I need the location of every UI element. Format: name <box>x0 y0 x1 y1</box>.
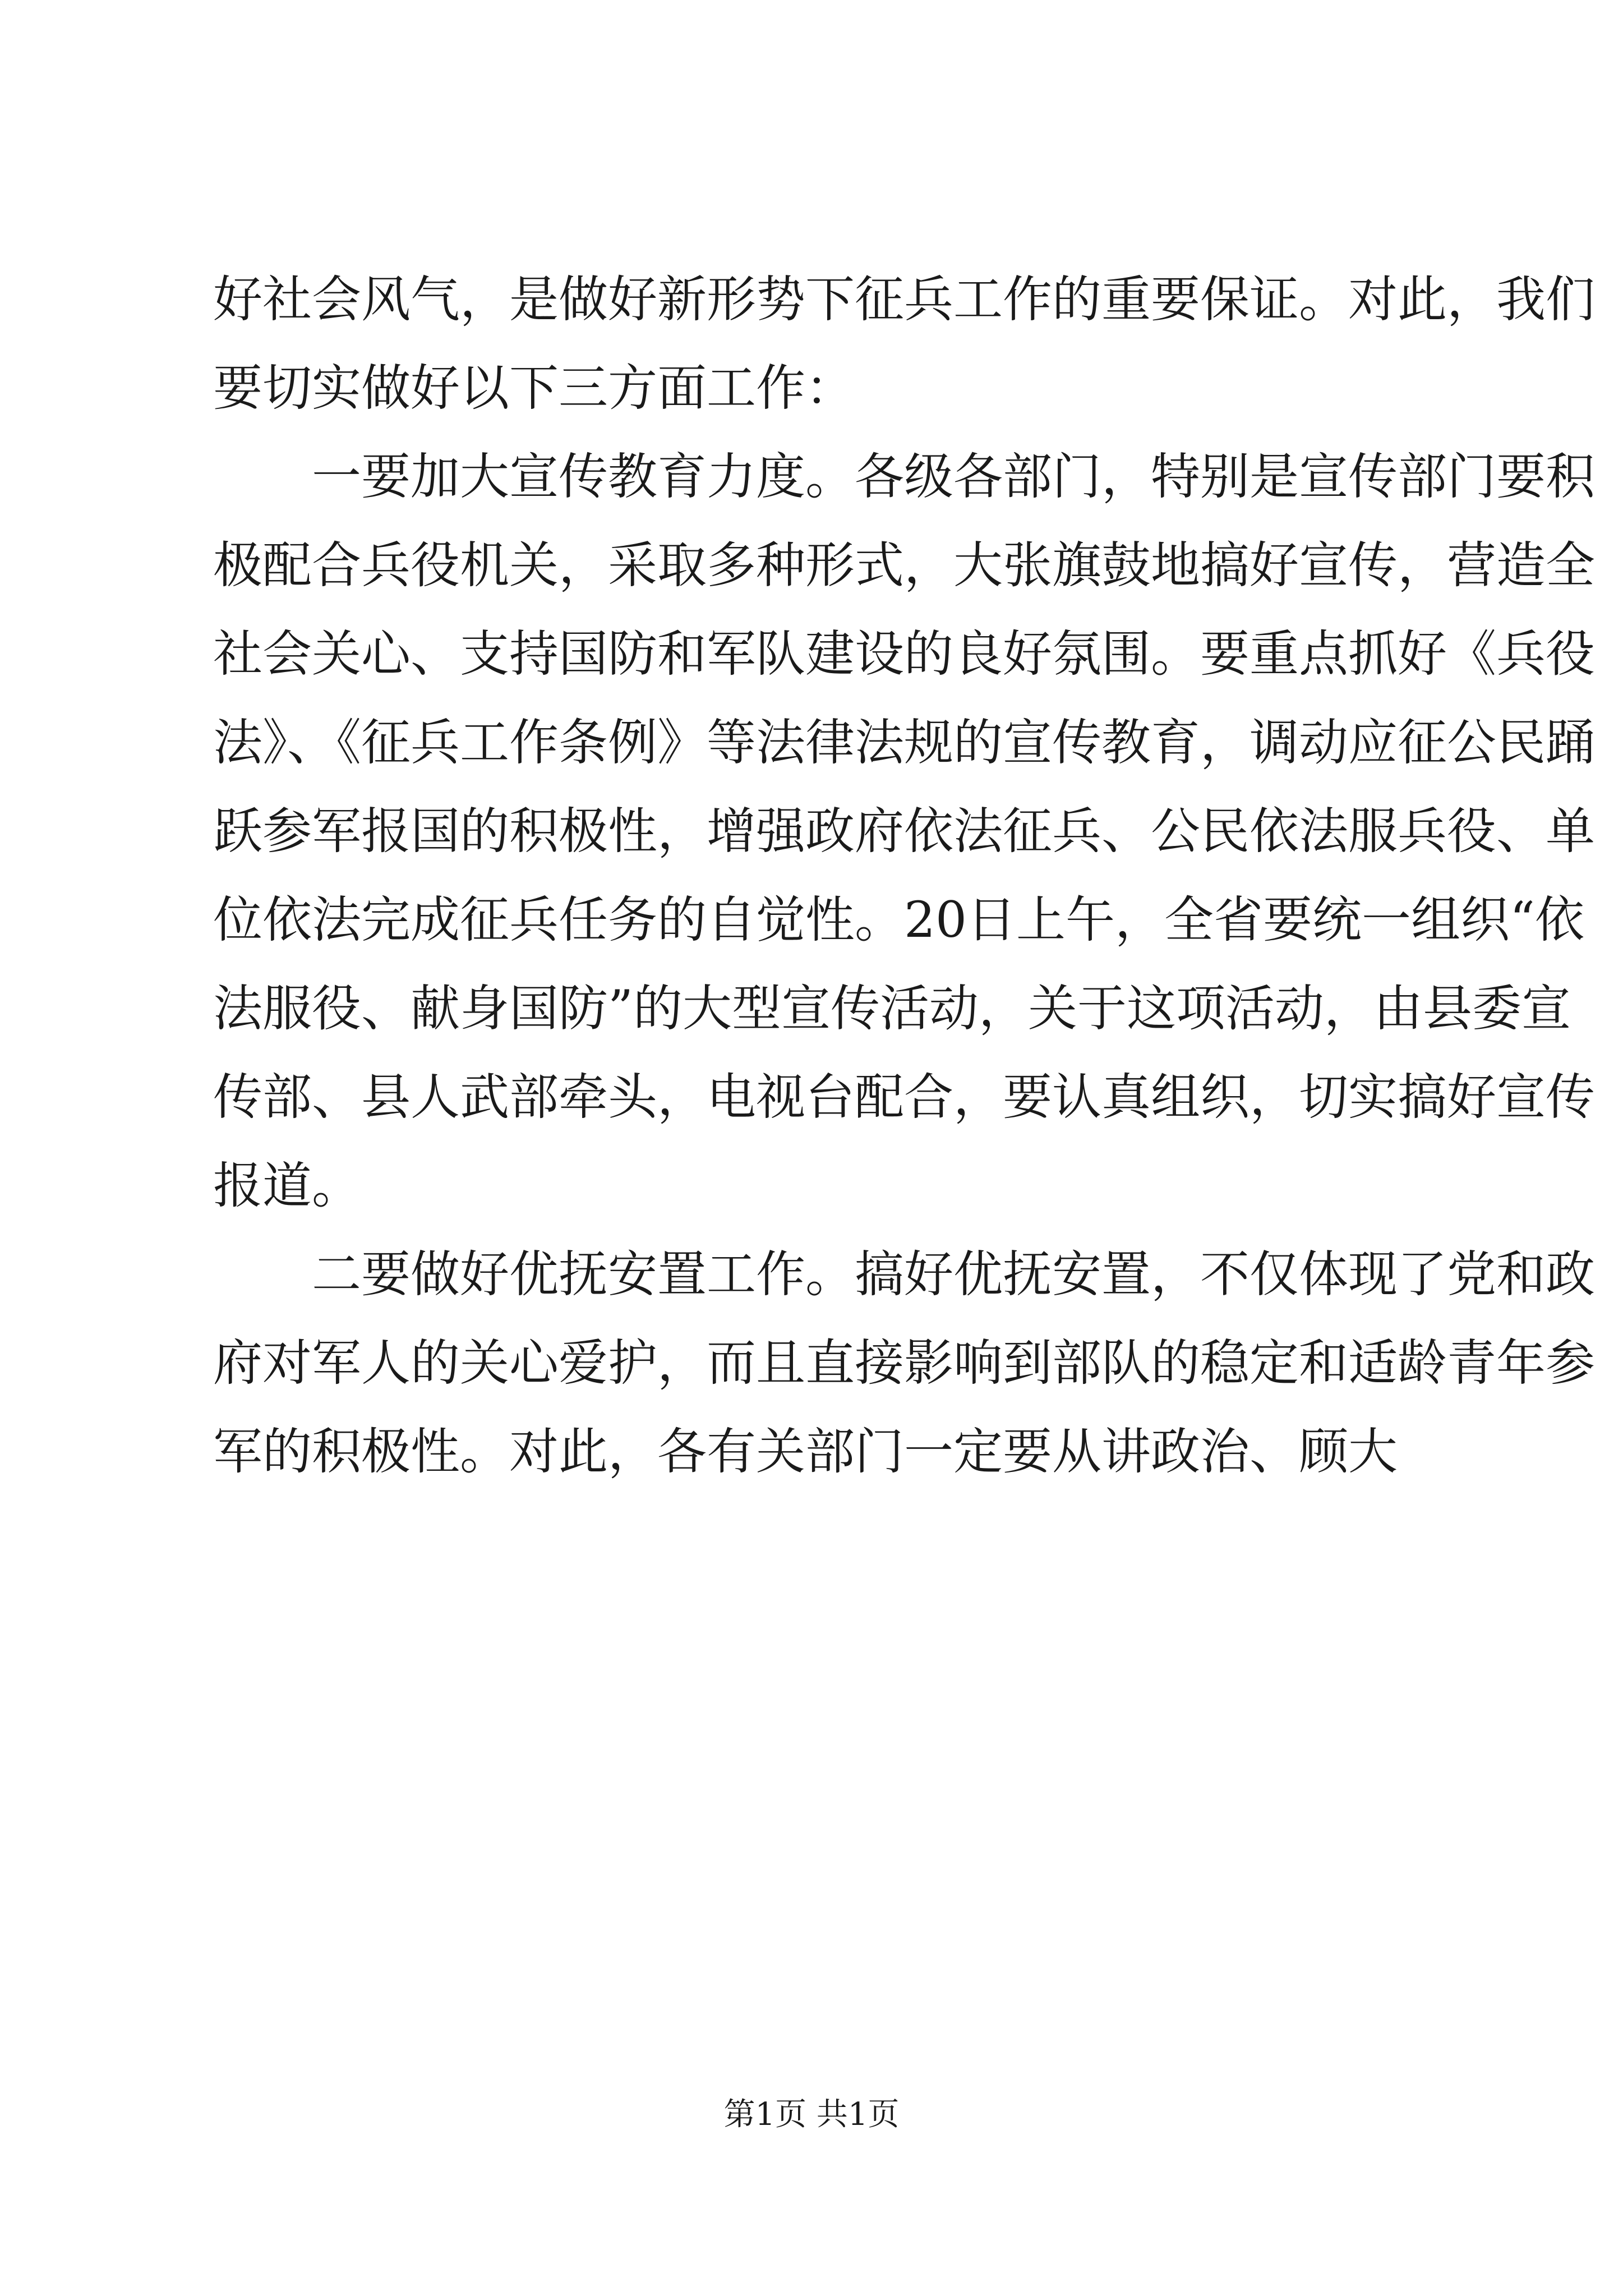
text-line: 传部、县人武部牵头，电视台配合，要认真组织，切实搞好宣传 <box>213 1068 1596 1126</box>
document-body <box>213 255 1596 1496</box>
text-line: 报道。 <box>213 1157 362 1214</box>
text-line: 法服役、献身国防”的大型宣传活动，关于这项活动，由县委宣 <box>213 979 1571 1037</box>
text-line: 军的积极性。对此，各有关部门一定要从讲政治、顾大 <box>213 1423 1398 1480</box>
paragraph-start-line: 二要做好优抚安置工作。搞好优抚安置，不仅体现了党和政 <box>312 1245 1596 1303</box>
text-line: 好社会风气，是做好新形势下征兵工作的重要保证。对此，我们 <box>213 270 1596 328</box>
text-line: 法》、《征兵工作条例》等法律法规的宣传教育，调动应征公民踊 <box>213 714 1596 771</box>
text-line: 位依法完成征兵任务的自觉性。20日上午，全省要统一组织“依 <box>213 891 1584 949</box>
paragraph-start-line: 一要加大宣传教育力度。各级各部门，特别是宣传部门要积 <box>312 448 1596 505</box>
text-line: 府对军人的关心爱护，而且直接影响到部队的稳定和适龄青年参 <box>213 1334 1596 1392</box>
text-line: 要切实做好以下三方面工作： <box>213 359 855 417</box>
text-line: 极配合兵役机关，采取多种形式，大张旗鼓地搞好宣传，营造全 <box>213 536 1596 594</box>
text-line: 社会关心、支持国防和军队建设的良好氛围。要重点抓好《兵役 <box>213 625 1596 683</box>
text-line: 跃参军报国的积极性，增强政府依法征兵、公民依法服兵役、单 <box>213 802 1596 860</box>
page-footer: 第1页 共1页 <box>723 2096 900 2133</box>
